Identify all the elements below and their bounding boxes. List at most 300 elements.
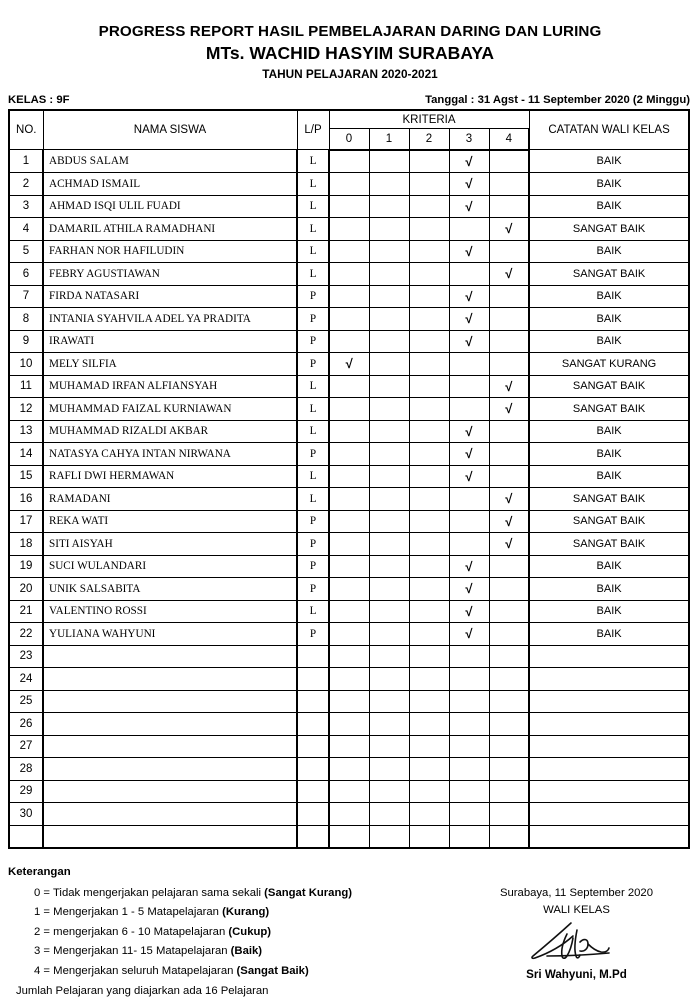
cell-kriteria-4-checked[interactable]: √ <box>489 263 529 286</box>
cell-catatan: BAIK <box>529 420 689 443</box>
cell-student-name: SUCI WULANDARI <box>43 555 297 578</box>
meta-row <box>8 94 690 106</box>
cell-kriteria-1[interactable] <box>369 240 409 263</box>
cell-kriteria-4[interactable] <box>489 150 529 173</box>
cell-kriteria-0[interactable] <box>329 668 369 691</box>
legend-item-label: (Sangat Kurang) <box>264 886 353 899</box>
cell-no: 28 <box>9 758 43 781</box>
legend-item-text: 2 = mengerjakan 6 - 10 Matapelajaran <box>34 925 229 938</box>
cell-gender: L <box>297 240 329 263</box>
cell-kriteria-2[interactable] <box>409 533 449 556</box>
cell-kriteria-3[interactable] <box>449 488 489 511</box>
class-label: KELAS : 9F <box>8 94 70 106</box>
cell-no: 20 <box>9 578 43 601</box>
cell-student-name <box>43 690 297 713</box>
cell-no: 26 <box>9 713 43 736</box>
cell-kriteria-4[interactable] <box>489 240 529 263</box>
cell-kriteria-3[interactable] <box>449 533 489 556</box>
cell-catatan: SANGAT BAIK <box>529 218 689 241</box>
cell-kriteria-3[interactable] <box>449 398 489 421</box>
cell-kriteria-4[interactable] <box>489 465 529 488</box>
cell-catatan <box>529 713 689 736</box>
legend-item <box>8 884 463 904</box>
cell-gender: L <box>297 465 329 488</box>
col-header-kriteria-3: 3 <box>449 129 489 150</box>
cell-student-name: MUHAMAD IRFAN ALFIANSYAH <box>43 375 297 398</box>
cell-kriteria-2[interactable] <box>409 510 449 533</box>
legend-item-label: (Cukup) <box>228 925 272 938</box>
legend-item-label: (Kurang) <box>222 906 270 918</box>
student-table-wrapper <box>8 109 690 849</box>
signature-name: Sri Wahyuni, M.Pd <box>526 968 627 981</box>
cell-no: 11 <box>9 375 43 398</box>
cell-kriteria-1[interactable] <box>369 510 409 533</box>
cell-gender: P <box>297 353 329 376</box>
cell-student-name: DAMARIL ATHILA RAMADHANI <box>43 218 297 241</box>
cell-no: 19 <box>9 555 43 578</box>
cell-kriteria-4[interactable] <box>489 825 529 848</box>
cell-kriteria-3[interactable] <box>449 735 489 758</box>
cell-student-name: ACHMAD ISMAIL <box>43 173 297 196</box>
cell-kriteria-4[interactable] <box>489 443 529 466</box>
cell-kriteria-3-checked[interactable]: √ <box>449 465 489 488</box>
table-head <box>9 110 689 150</box>
cell-kriteria-2[interactable] <box>409 465 449 488</box>
cell-catatan <box>529 645 689 668</box>
col-header-lp: L/P <box>297 110 329 150</box>
academic-year: TAHUN PELAJARAN 2020-2021 <box>262 67 438 81</box>
cell-gender <box>297 668 329 691</box>
cell-kriteria-1[interactable] <box>369 780 409 803</box>
cell-kriteria-1[interactable] <box>369 308 409 331</box>
cell-kriteria-4[interactable] <box>489 555 529 578</box>
cell-no: 1 <box>9 150 43 173</box>
cell-kriteria-2[interactable] <box>409 150 449 173</box>
cell-no: 3 <box>9 195 43 218</box>
cell-kriteria-2[interactable] <box>409 173 449 196</box>
cell-gender: P <box>297 533 329 556</box>
cell-kriteria-0[interactable] <box>329 578 369 601</box>
cell-kriteria-2[interactable] <box>409 218 449 241</box>
cell-student-name: FIRDA NATASARI <box>43 285 297 308</box>
cell-student-name: ABDUS SALAM <box>43 150 297 173</box>
cell-catatan: SANGAT BAIK <box>529 510 689 533</box>
cell-student-name: REKA WATI <box>43 510 297 533</box>
cell-kriteria-3-checked[interactable]: √ <box>449 308 489 331</box>
cell-student-name: FEBRY AGUSTIAWAN <box>43 263 297 286</box>
cell-catatan: BAIK <box>529 623 689 646</box>
cell-catatan <box>529 758 689 781</box>
cell-kriteria-0[interactable] <box>329 533 369 556</box>
cell-kriteria-0[interactable] <box>329 510 369 533</box>
cell-kriteria-4[interactable] <box>489 330 529 353</box>
cell-kriteria-4-checked[interactable]: √ <box>489 488 529 511</box>
cell-kriteria-4-checked[interactable]: √ <box>489 533 529 556</box>
cell-kriteria-3[interactable] <box>449 668 489 691</box>
cell-kriteria-1[interactable] <box>369 285 409 308</box>
cell-kriteria-0[interactable] <box>329 713 369 736</box>
cell-kriteria-1[interactable] <box>369 578 409 601</box>
document-footer <box>0 863 700 1002</box>
cell-no: 15 <box>9 465 43 488</box>
cell-gender: L <box>297 195 329 218</box>
cell-catatan: BAIK <box>529 173 689 196</box>
col-header-kriteria-1: 1 <box>369 129 409 150</box>
cell-student-name: IRAWATI <box>43 330 297 353</box>
legend-item <box>8 903 463 923</box>
cell-kriteria-1[interactable] <box>369 600 409 623</box>
cell-student-name: MUHAMMAD FAIZAL KURNIAWAN <box>43 398 297 421</box>
table-row <box>9 375 689 398</box>
table-row <box>9 263 689 286</box>
document-header <box>0 0 700 83</box>
cell-kriteria-2[interactable] <box>409 443 449 466</box>
cell-kriteria-1[interactable] <box>369 263 409 286</box>
cell-kriteria-2[interactable] <box>409 555 449 578</box>
cell-kriteria-3-checked[interactable]: √ <box>449 578 489 601</box>
cell-gender: P <box>297 555 329 578</box>
cell-kriteria-3-checked[interactable]: √ <box>449 623 489 646</box>
table-row <box>9 533 689 556</box>
cell-kriteria-1[interactable] <box>369 420 409 443</box>
cell-catatan: BAIK <box>529 308 689 331</box>
cell-gender <box>297 690 329 713</box>
cell-kriteria-1[interactable] <box>369 443 409 466</box>
cell-no: 14 <box>9 443 43 466</box>
cell-no: 12 <box>9 398 43 421</box>
cell-gender: P <box>297 285 329 308</box>
cell-student-name: MUHAMMAD RIZALDI AKBAR <box>43 420 297 443</box>
cell-no: 10 <box>9 353 43 376</box>
signature-place-date: Surabaya, 11 September 2020 <box>499 887 654 899</box>
cell-kriteria-3[interactable] <box>449 780 489 803</box>
cell-kriteria-3[interactable] <box>449 825 489 848</box>
cell-kriteria-3[interactable] <box>449 353 489 376</box>
cell-catatan <box>529 780 689 803</box>
cell-no: 27 <box>9 735 43 758</box>
cell-student-name <box>43 645 297 668</box>
legend-total-subjects: Jumlah Pelajaran yang diajarkan ada 16 Pelajaran <box>16 985 269 997</box>
cell-no: 29 <box>9 780 43 803</box>
cell-kriteria-0-checked[interactable]: √ <box>329 353 369 376</box>
cell-kriteria-0[interactable] <box>329 218 369 241</box>
cell-kriteria-2[interactable] <box>409 420 449 443</box>
cell-kriteria-4[interactable] <box>489 353 529 376</box>
legend-item <box>8 962 463 982</box>
cell-kriteria-0[interactable] <box>329 758 369 781</box>
table-row <box>9 758 689 781</box>
cell-kriteria-2[interactable] <box>409 600 449 623</box>
cell-kriteria-1[interactable] <box>369 645 409 668</box>
cell-student-name: YULIANA WAHYUNI <box>43 623 297 646</box>
cell-kriteria-2[interactable] <box>409 825 449 848</box>
cell-student-name <box>43 758 297 781</box>
cell-gender <box>297 735 329 758</box>
cell-kriteria-2[interactable] <box>409 758 449 781</box>
cell-kriteria-3-checked[interactable]: √ <box>449 443 489 466</box>
cell-kriteria-0[interactable] <box>329 150 369 173</box>
cell-kriteria-3[interactable] <box>449 218 489 241</box>
cell-kriteria-1[interactable] <box>369 668 409 691</box>
cell-gender <box>297 713 329 736</box>
cell-kriteria-1[interactable] <box>369 555 409 578</box>
cell-student-name <box>43 780 297 803</box>
cell-kriteria-1[interactable] <box>369 488 409 511</box>
student-progress-table <box>8 109 690 849</box>
cell-kriteria-2[interactable] <box>409 645 449 668</box>
table-row <box>9 600 689 623</box>
cell-kriteria-2[interactable] <box>409 330 449 353</box>
cell-gender <box>297 645 329 668</box>
cell-kriteria-3[interactable] <box>449 803 489 826</box>
cell-catatan: BAIK <box>529 555 689 578</box>
cell-gender: L <box>297 375 329 398</box>
cell-gender <box>297 825 329 848</box>
table-row <box>9 465 689 488</box>
cell-student-name <box>43 735 297 758</box>
cell-kriteria-3-checked[interactable]: √ <box>449 285 489 308</box>
cell-kriteria-0[interactable] <box>329 173 369 196</box>
table-row <box>9 285 689 308</box>
cell-kriteria-4[interactable] <box>489 645 529 668</box>
cell-kriteria-4[interactable] <box>489 623 529 646</box>
cell-gender: L <box>297 173 329 196</box>
cell-kriteria-1[interactable] <box>369 623 409 646</box>
cell-kriteria-2[interactable] <box>409 735 449 758</box>
cell-no: 16 <box>9 488 43 511</box>
table-row <box>9 150 689 173</box>
cell-kriteria-2[interactable] <box>409 623 449 646</box>
cell-kriteria-2[interactable] <box>409 353 449 376</box>
cell-kriteria-3-checked[interactable]: √ <box>449 150 489 173</box>
cell-gender: P <box>297 330 329 353</box>
cell-kriteria-0[interactable] <box>329 488 369 511</box>
cell-catatan <box>529 690 689 713</box>
cell-gender <box>297 780 329 803</box>
cell-kriteria-1[interactable] <box>369 150 409 173</box>
cell-kriteria-2[interactable] <box>409 690 449 713</box>
cell-kriteria-4-checked[interactable]: √ <box>489 375 529 398</box>
cell-kriteria-0[interactable] <box>329 375 369 398</box>
col-header-catatan: CATATAN WALI KELAS <box>529 110 689 150</box>
cell-catatan <box>529 735 689 758</box>
cell-kriteria-1[interactable] <box>369 803 409 826</box>
cell-student-name <box>43 668 297 691</box>
cell-catatan: SANGAT BAIK <box>529 375 689 398</box>
col-header-kriteria-0: 0 <box>329 129 369 150</box>
cell-kriteria-0[interactable] <box>329 263 369 286</box>
cell-kriteria-4[interactable] <box>489 173 529 196</box>
cell-no: 4 <box>9 218 43 241</box>
cell-kriteria-2[interactable] <box>409 195 449 218</box>
cell-kriteria-3[interactable] <box>449 645 489 668</box>
cell-kriteria-3-checked[interactable]: √ <box>449 555 489 578</box>
cell-catatan: BAIK <box>529 150 689 173</box>
cell-kriteria-1[interactable] <box>369 353 409 376</box>
cell-student-name: UNIK SALSABITA <box>43 578 297 601</box>
cell-kriteria-1[interactable] <box>369 465 409 488</box>
cell-kriteria-0[interactable] <box>329 825 369 848</box>
cell-kriteria-3[interactable] <box>449 263 489 286</box>
cell-kriteria-3-checked[interactable]: √ <box>449 173 489 196</box>
cell-kriteria-3[interactable] <box>449 510 489 533</box>
col-header-kriteria: KRITERIA <box>329 110 529 129</box>
cell-kriteria-1[interactable] <box>369 398 409 421</box>
cell-kriteria-3-checked[interactable]: √ <box>449 420 489 443</box>
cell-student-name: RAMADANI <box>43 488 297 511</box>
cell-kriteria-2[interactable] <box>409 240 449 263</box>
cell-kriteria-0[interactable] <box>329 240 369 263</box>
cell-catatan: BAIK <box>529 285 689 308</box>
cell-kriteria-2[interactable] <box>409 263 449 286</box>
cell-kriteria-1[interactable] <box>369 825 409 848</box>
cell-kriteria-0[interactable] <box>329 780 369 803</box>
cell-gender <box>297 758 329 781</box>
cell-kriteria-2[interactable] <box>409 308 449 331</box>
cell-kriteria-1[interactable] <box>369 690 409 713</box>
cell-student-name: VALENTINO ROSSI <box>43 600 297 623</box>
col-header-kriteria-4: 4 <box>489 129 529 150</box>
col-header-kriteria-2: 2 <box>409 129 449 150</box>
cell-kriteria-2[interactable] <box>409 398 449 421</box>
cell-catatan: SANGAT BAIK <box>529 263 689 286</box>
table-row <box>9 668 689 691</box>
cell-gender: L <box>297 218 329 241</box>
cell-kriteria-2[interactable] <box>409 375 449 398</box>
cell-catatan: SANGAT BAIK <box>529 398 689 421</box>
cell-catatan: BAIK <box>529 443 689 466</box>
table-row <box>9 780 689 803</box>
cell-kriteria-4[interactable] <box>489 668 529 691</box>
table-row <box>9 308 689 331</box>
cell-kriteria-2[interactable] <box>409 713 449 736</box>
cell-kriteria-0[interactable] <box>329 420 369 443</box>
school-name: MTs. WACHID HASYIM SURABAYA <box>205 43 495 63</box>
cell-no: 5 <box>9 240 43 263</box>
cell-kriteria-4-checked[interactable]: √ <box>489 510 529 533</box>
cell-kriteria-1[interactable] <box>369 713 409 736</box>
cell-no: 18 <box>9 533 43 556</box>
cell-kriteria-1[interactable] <box>369 195 409 218</box>
cell-kriteria-4[interactable] <box>489 578 529 601</box>
cell-no: 13 <box>9 420 43 443</box>
cell-kriteria-0[interactable] <box>329 398 369 421</box>
cell-kriteria-1[interactable] <box>369 330 409 353</box>
cell-kriteria-4[interactable] <box>489 690 529 713</box>
signature-block <box>463 863 690 1002</box>
cell-kriteria-4[interactable] <box>489 735 529 758</box>
cell-gender: L <box>297 600 329 623</box>
cell-kriteria-3[interactable] <box>449 758 489 781</box>
cell-kriteria-3-checked[interactable]: √ <box>449 240 489 263</box>
cell-kriteria-4[interactable] <box>489 758 529 781</box>
cell-kriteria-2[interactable] <box>409 488 449 511</box>
legend-item-list <box>8 884 463 982</box>
cell-kriteria-3[interactable] <box>449 713 489 736</box>
cell-kriteria-4[interactable] <box>489 803 529 826</box>
cell-no: 9 <box>9 330 43 353</box>
cell-kriteria-0[interactable] <box>329 735 369 758</box>
cell-kriteria-0[interactable] <box>329 623 369 646</box>
cell-kriteria-1[interactable] <box>369 758 409 781</box>
cell-kriteria-4[interactable] <box>489 780 529 803</box>
cell-gender: P <box>297 510 329 533</box>
table-body <box>9 150 689 849</box>
cell-kriteria-1[interactable] <box>369 375 409 398</box>
cell-kriteria-4-checked[interactable]: √ <box>489 218 529 241</box>
cell-kriteria-4[interactable] <box>489 195 529 218</box>
cell-kriteria-0[interactable] <box>329 285 369 308</box>
table-row <box>9 173 689 196</box>
cell-kriteria-1[interactable] <box>369 735 409 758</box>
cell-kriteria-2[interactable] <box>409 578 449 601</box>
cell-kriteria-0[interactable] <box>329 443 369 466</box>
cell-kriteria-4[interactable] <box>489 420 529 443</box>
table-row <box>9 510 689 533</box>
cell-gender: P <box>297 308 329 331</box>
cell-kriteria-4[interactable] <box>489 308 529 331</box>
cell-kriteria-3-checked[interactable]: √ <box>449 330 489 353</box>
cell-kriteria-3-checked[interactable]: √ <box>449 195 489 218</box>
cell-kriteria-0[interactable] <box>329 645 369 668</box>
cell-catatan: BAIK <box>529 330 689 353</box>
legend-title: Keterangan <box>8 866 71 878</box>
cell-kriteria-0[interactable] <box>329 555 369 578</box>
cell-gender: L <box>297 398 329 421</box>
cell-kriteria-1[interactable] <box>369 173 409 196</box>
cell-catatan: SANGAT BAIK <box>529 533 689 556</box>
table-row <box>9 488 689 511</box>
cell-kriteria-0[interactable] <box>329 803 369 826</box>
table-row <box>9 645 689 668</box>
cell-catatan <box>529 803 689 826</box>
cell-kriteria-2[interactable] <box>409 780 449 803</box>
cell-kriteria-0[interactable] <box>329 308 369 331</box>
cell-student-name: MELY SILFIA <box>43 353 297 376</box>
cell-kriteria-4[interactable] <box>489 600 529 623</box>
cell-kriteria-1[interactable] <box>369 218 409 241</box>
cell-catatan: BAIK <box>529 465 689 488</box>
cell-no: 8 <box>9 308 43 331</box>
cell-kriteria-4-checked[interactable]: √ <box>489 398 529 421</box>
cell-kriteria-0[interactable] <box>329 195 369 218</box>
cell-no <box>9 825 43 848</box>
cell-kriteria-4[interactable] <box>489 285 529 308</box>
cell-kriteria-0[interactable] <box>329 330 369 353</box>
cell-kriteria-3[interactable] <box>449 690 489 713</box>
table-row <box>9 218 689 241</box>
cell-kriteria-2[interactable] <box>409 285 449 308</box>
legend-item <box>8 923 463 943</box>
cell-kriteria-4[interactable] <box>489 713 529 736</box>
cell-no: 7 <box>9 285 43 308</box>
table-row <box>9 578 689 601</box>
cell-kriteria-0[interactable] <box>329 465 369 488</box>
cell-kriteria-2[interactable] <box>409 668 449 691</box>
cell-catatan: BAIK <box>529 600 689 623</box>
table-header-row-top <box>9 110 689 129</box>
cell-kriteria-0[interactable] <box>329 600 369 623</box>
cell-kriteria-1[interactable] <box>369 533 409 556</box>
cell-kriteria-2[interactable] <box>409 803 449 826</box>
cell-no: 24 <box>9 668 43 691</box>
cell-kriteria-3[interactable] <box>449 375 489 398</box>
table-row <box>9 195 689 218</box>
cell-kriteria-0[interactable] <box>329 690 369 713</box>
cell-no: 25 <box>9 690 43 713</box>
cell-gender: L <box>297 263 329 286</box>
cell-kriteria-3-checked[interactable]: √ <box>449 600 489 623</box>
